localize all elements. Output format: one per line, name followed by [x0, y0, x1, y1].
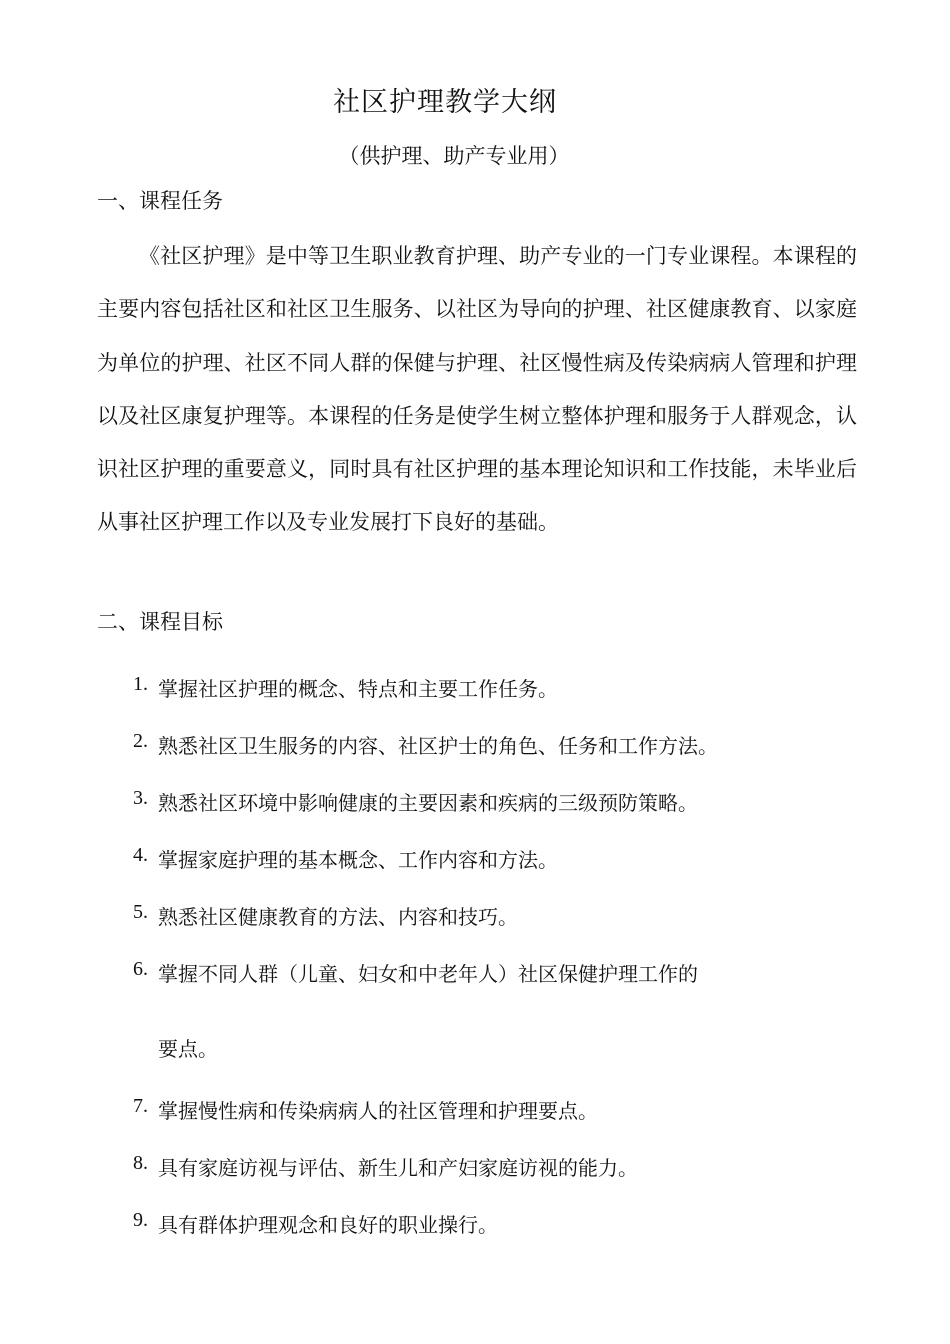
goal-number: 6. — [133, 958, 148, 980]
goal-text: 具有家庭访视与评估、新生儿和产妇家庭访视的能力。 — [158, 1156, 638, 1180]
goal-number: 5. — [133, 901, 148, 923]
goal-text: 掌握慢性病和传染病病人的社区管理和护理要点。 — [158, 1099, 598, 1123]
goal-number: 4. — [133, 844, 148, 866]
goal-text: 掌握家庭护理的基本概念、工作内容和方法。 — [158, 848, 558, 872]
goal-number: 1. — [133, 673, 148, 695]
document-subtitle: （供护理、助产专业用） — [338, 144, 570, 168]
document-title: 社区护理教学大纲 — [333, 87, 557, 118]
goal-number: 7. — [133, 1095, 148, 1117]
goal-text: 熟悉社区健康教育的方法、内容和技巧。 — [158, 905, 518, 929]
goal-text: 熟悉社区环境中影响健康的主要因素和疾病的三级预防策略。 — [158, 791, 698, 815]
section-heading-course-goals: 二、课程目标 — [97, 610, 223, 634]
goal-text: 掌握社区护理的概念、特点和主要工作任务。 — [158, 677, 558, 701]
goal-continuation-text: 要点。 — [158, 1037, 218, 1061]
goal-number: 3. — [133, 787, 148, 809]
goal-number: 2. — [133, 730, 148, 752]
goal-number: 9. — [133, 1209, 148, 1231]
course-task-paragraph: 《社区护理》是中等卫生职业教育护理、助产专业的一门专业课程。本课程的主要内容包括社区和社区卫生服务、以社区为导向的护理、社区健康教育、以家庭为单位的护理、社区不同人群的保健与护理、社区慢性病及传染病病人管理和护理以及社区康复护理等。本课程的任务是使学生树立整体护理和服务于人群观念，认识社区护理的重要意义，同时具有社区护理的基本理论知识和工作技能，未毕业后从事社区护理工作以及专业发展打下良好的基础。 — [97, 244, 857, 535]
goal-text: 熟悉社区卫生服务的内容、社区护士的角色、任务和工作方法。 — [158, 734, 718, 758]
goal-text: 掌握不同人群（儿童、妇女和中老年人）社区保健护理工作的 — [158, 962, 698, 986]
goal-number: 8. — [133, 1152, 148, 1174]
section-heading-course-task: 一、课程任务 — [97, 189, 223, 213]
goal-text: 具有群体护理观念和良好的职业操行。 — [158, 1213, 498, 1237]
